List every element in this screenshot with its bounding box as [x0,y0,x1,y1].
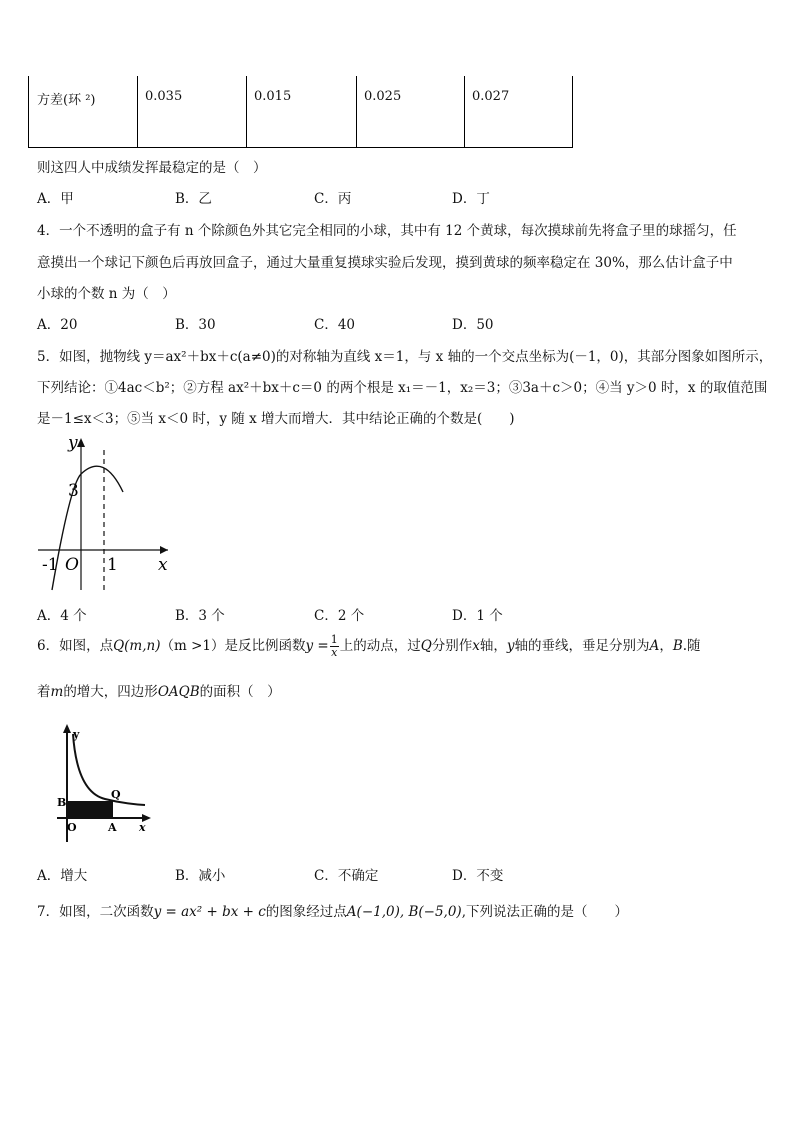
q4-line-2: 意摸出一个球记下颜色后再放回盒子，通过大量重复摸球实验后发现，摸到黄球的频率稳定在 30%，那么估计盒子中 [37,255,733,271]
label-3: 3 [68,481,79,501]
q6-line2-b: 的增大，四边形 [63,684,158,700]
q6-x: x [472,638,480,654]
q6-end1: .随 [682,638,701,654]
q5-line-1: 5．如图，抛物线 y＝ax²＋bx＋c(a≠0)的对称轴为直线 x＝1，与 x 轴的一个交点坐标为(－1，0)，其部分图象如图所示， [37,349,773,365]
label-o: O [67,821,77,834]
quad-oaqb [67,801,113,818]
y-label: y [73,728,80,741]
option-d: D．丁 [452,191,490,207]
fraction-numerator: 1 [330,633,338,646]
q6-cond: （m >1） [160,638,225,654]
y-axis-arrow [77,438,85,447]
option-a: A．甲 [37,191,74,207]
q6-options [37,864,757,884]
y-label: y [68,433,78,453]
option-d: D．不变 [452,868,504,884]
label-b: B [57,796,67,809]
option-c: C．40 [314,317,356,333]
option-b: B．减小 [175,868,226,884]
option-a: A．4 个 [37,608,87,624]
q6-b: B [672,638,683,654]
q5-options [37,604,757,624]
q6-q: Q [420,638,432,654]
q6-mid2: 上的动点，过 [339,638,421,654]
fraction-denominator: x [331,646,338,659]
option-b: B．乙 [175,191,212,207]
label-a: A [108,821,117,834]
q6-y: y [506,638,515,654]
x-label: x [158,555,168,575]
q3-question: 则这四人中成绩发挥最稳定的是（ ） [37,160,267,176]
q7-func: y = ax² + bx + c [153,904,266,920]
option-c: C．不确定 [314,868,379,884]
table-cell: 0.015 [254,89,292,104]
q6-fraction [330,634,339,659]
q6-line-1 [37,634,701,659]
q7-end: ,下列说法正确的是（ ） [461,904,628,920]
table-cell: 0.025 [364,89,402,104]
table-cell: 0.027 [472,89,510,104]
table-row-label: 方差(环 ²) [37,93,96,108]
label-neg1: -1 [42,555,59,575]
label-q: Q [111,788,121,801]
option-b: B．30 [175,317,216,333]
q5-parabola-figure [30,430,180,595]
option-d: D．50 [452,317,494,333]
q6-mid5: 轴的垂线，垂足分别为 [514,638,650,654]
q6-func-lhs: y = [305,638,329,654]
option-c: C．2 个 [314,608,365,624]
option-b: B．3 个 [175,608,225,624]
q4-options [37,313,757,333]
q6-line2-a: 着 [37,684,51,700]
q6-hyperbola-figure [45,722,157,844]
label-origin: O [65,555,79,575]
q6-mid1: 是反比例函数 [224,638,306,654]
q6-m: m [50,684,64,700]
q6-line-2 [37,680,281,700]
label-1: 1 [107,555,118,575]
q6-comma: ， [659,638,673,654]
x-label: x [139,821,146,834]
q6-line2-c: 的面积（ ） [199,684,281,700]
q6-quad: OAQB [157,684,200,700]
q6-point: Q(m,n) [113,638,161,654]
y-axis-arrow [63,724,71,733]
q5-line-3: 是－1≤x＜3；⑤当 x＜0 时，y 随 x 增大而增大．其中结论正确的个数是( ) [37,411,515,427]
q6-mid4: 轴， [479,638,507,654]
option-a: A．增大 [37,868,88,884]
q7-points: A(−1,0), B(−5,0) [346,904,462,920]
x-axis-arrow [160,546,168,554]
table-cell: 0.035 [145,89,183,104]
q3-options [37,187,757,207]
option-d: D．1 个 [452,608,503,624]
hyperbola-curve [73,734,145,805]
q5-line-2: 下列结论：①4ac＜b²；②方程 ax²＋bx＋c＝0 的两个根是 x₁＝－1，x₂＝3；③3a＋c＞0；④当 y＞0 时，x 的取值范围 [37,380,768,396]
q6-a: A [649,638,660,654]
option-c: C．丙 [314,191,352,207]
q7-line-1 [37,900,628,920]
q4-line-1: 4．一个不透明的盒子有 n 个除颜色外其它完全相同的小球，其中有 12 个黄球，每次摸球前先将盒子里的球摇匀，任 [37,223,737,239]
q7-mid: 的图象经过点 [265,904,347,920]
q6-prefix: 6．如图，点 [37,638,114,654]
option-a: A．20 [37,317,78,333]
q6-mid3: 分别作 [431,638,473,654]
q7-prefix: 7．如图，二次函数 [37,904,154,920]
q4-line-3: 小球的个数 n 为（ ） [37,286,176,302]
